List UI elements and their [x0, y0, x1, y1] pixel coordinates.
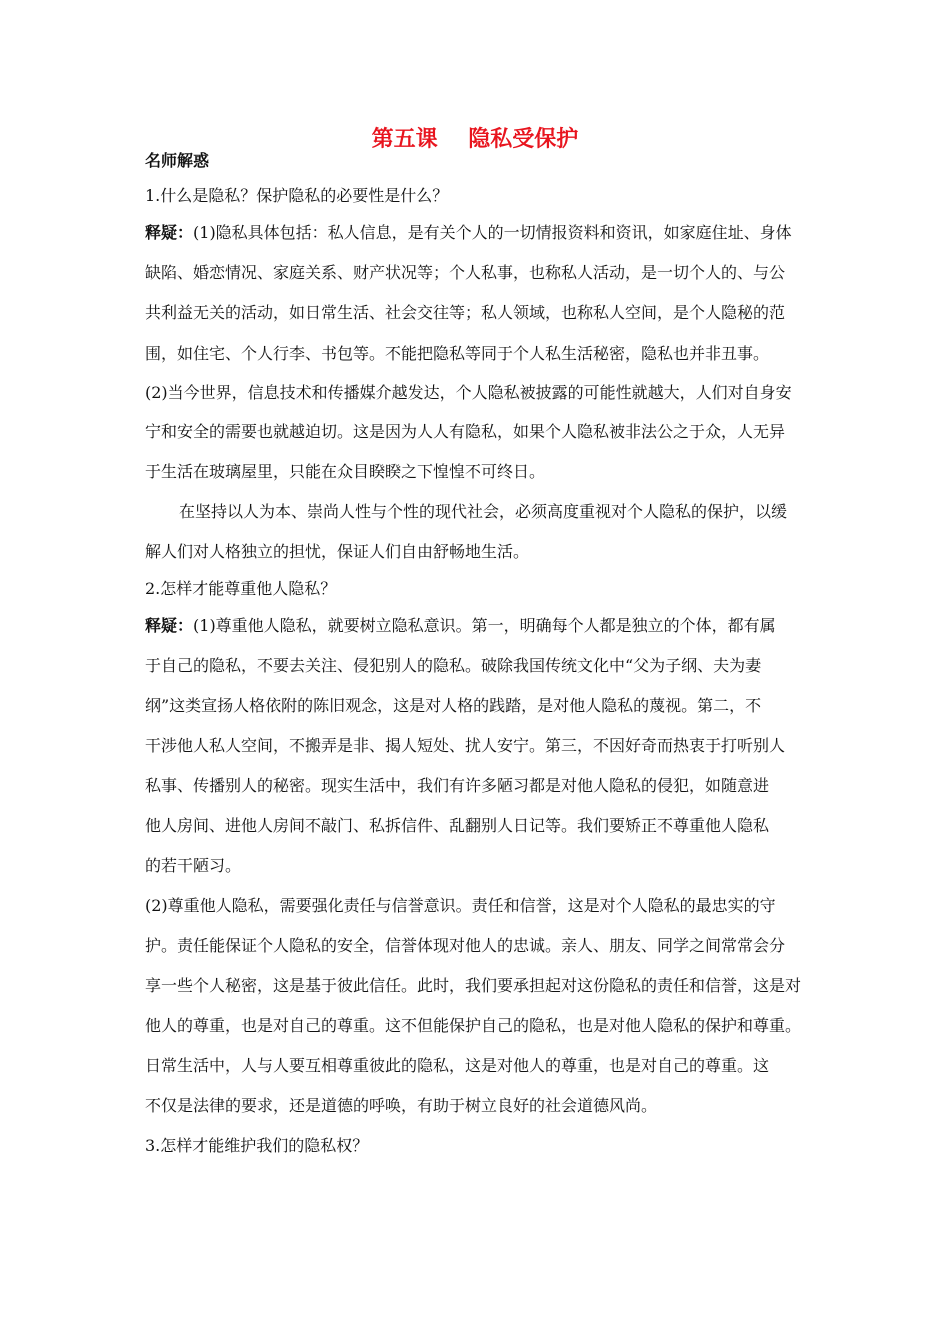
answer-1-line-6: 宁和安全的需要也就越迫切。这是因为人人有隐私，如果个人隐私被非法公之于众，人无异 [145, 422, 786, 441]
answer-2-line-5: 私事、传播别人的秘密。现实生活中，我们有许多陋习都是对他人隐私的侵犯，如随意进 [145, 776, 770, 795]
question-3: 3.怎样才能维护我们的隐私权？ [145, 1136, 369, 1155]
answer-2-line-7: 的若干陋习。 [145, 856, 242, 875]
answer-2-line-12: 日常生活中，人与人要互相尊重彼此的隐私，这是对他人的尊重，也是对自己的尊重。这 [145, 1056, 770, 1075]
answer-text: (1)隐私具体包括：私人信息，是有关个人的一切情报资料和资讯，如家庭住址、身体 [193, 223, 792, 242]
answer-1-line-5: (2)当今世界，信息技术和传播媒介越发达，个人隐私被披露的可能性就越大，人们对自身安 [145, 383, 792, 402]
answer-text: (1)尊重他人隐私，就要树立隐私意识。第一，明确每个人都是独立的个体，都有属 [193, 616, 776, 635]
answer-1-line-9: 解人们对人格独立的担忧，保证人们自由舒畅地生活。 [145, 542, 530, 561]
answer-2-line-13: 不仅是法律的要求，还是道德的呼唤，有助于树立良好的社会道德风尚。 [145, 1096, 658, 1115]
answer-1-line-1 [145, 220, 835, 246]
answer-1-line-8: 在坚持以人为本、崇尚人性与个性的现代社会，必须高度重视对个人隐私的保护，以缓 [179, 502, 788, 521]
answer-2-line-2: 于自己的隐私，不要去关注、侵犯别人的隐私。破除我国传统文化中“父为子纲、夫为妻 [145, 656, 762, 675]
answer-2-line-4: 干涉他人私人空间，不搬弄是非、揭人短处、扰人安宁。第三，不因好奇而热衷于打听别人 [145, 736, 786, 755]
answer-label: 释疑： [145, 223, 194, 242]
question-1: 1.什么是隐私？保护隐私的必要性是什么？ [145, 186, 449, 205]
answer-2-line-10: 享一些个人秘密，这是基于彼此信任。此时，我们要承担起对这份隐私的责任和信誉，这是对 [145, 976, 802, 995]
page-title: 第五课 隐私受保护 [371, 127, 579, 152]
answer-2-line-11: 他人的尊重，也是对自己的尊重。这不但能保护自己的隐私，也是对他人隐私的保护和尊重。 [145, 1016, 802, 1035]
answer-2-line-6: 他人房间、进他人房间不敲门、私拆信件、乱翻别人日记等。我们要矫正不尊重他人隐私 [145, 816, 770, 835]
section-heading: 名师解惑 [145, 151, 210, 170]
answer-1-line-3: 共利益无关的活动，如日常生活、社会交往等；私人领域，也称私人空间，是个人隐秘的范 [145, 303, 786, 322]
answer-1-line-4: 围，如住宅、个人行李、书包等。不能把隐私等同于个人私生活秘密，隐私也并非丑事。 [145, 344, 770, 363]
answer-2-line-3: 纲”这类宣扬人格依附的陈旧观念，这是对人格的践踏，是对他人隐私的蔑视。第二，不 [145, 696, 762, 715]
answer-label: 释疑： [145, 616, 194, 635]
answer-2-line-1 [145, 613, 835, 639]
answer-1-line-2: 缺陷、婚恋情况、家庭关系、财产状况等；个人私事，也称私人活动，是一切个人的、与公 [145, 263, 786, 282]
answer-1-line-7: 于生活在玻璃屋里，只能在众目睽睽之下惶惶不可终日。 [145, 462, 546, 481]
answer-2-line-8: (2)尊重他人隐私，需要强化责任与信誉意识。责任和信誉，这是对个人隐私的最忠实的守 [145, 896, 776, 915]
question-2: 2.怎样才能尊重他人隐私？ [145, 579, 337, 598]
answer-2-line-9: 护。责任能保证个人隐私的安全，信誉体现对他人的忠诚。亲人、朋友、同学之间常常会分 [145, 936, 786, 955]
